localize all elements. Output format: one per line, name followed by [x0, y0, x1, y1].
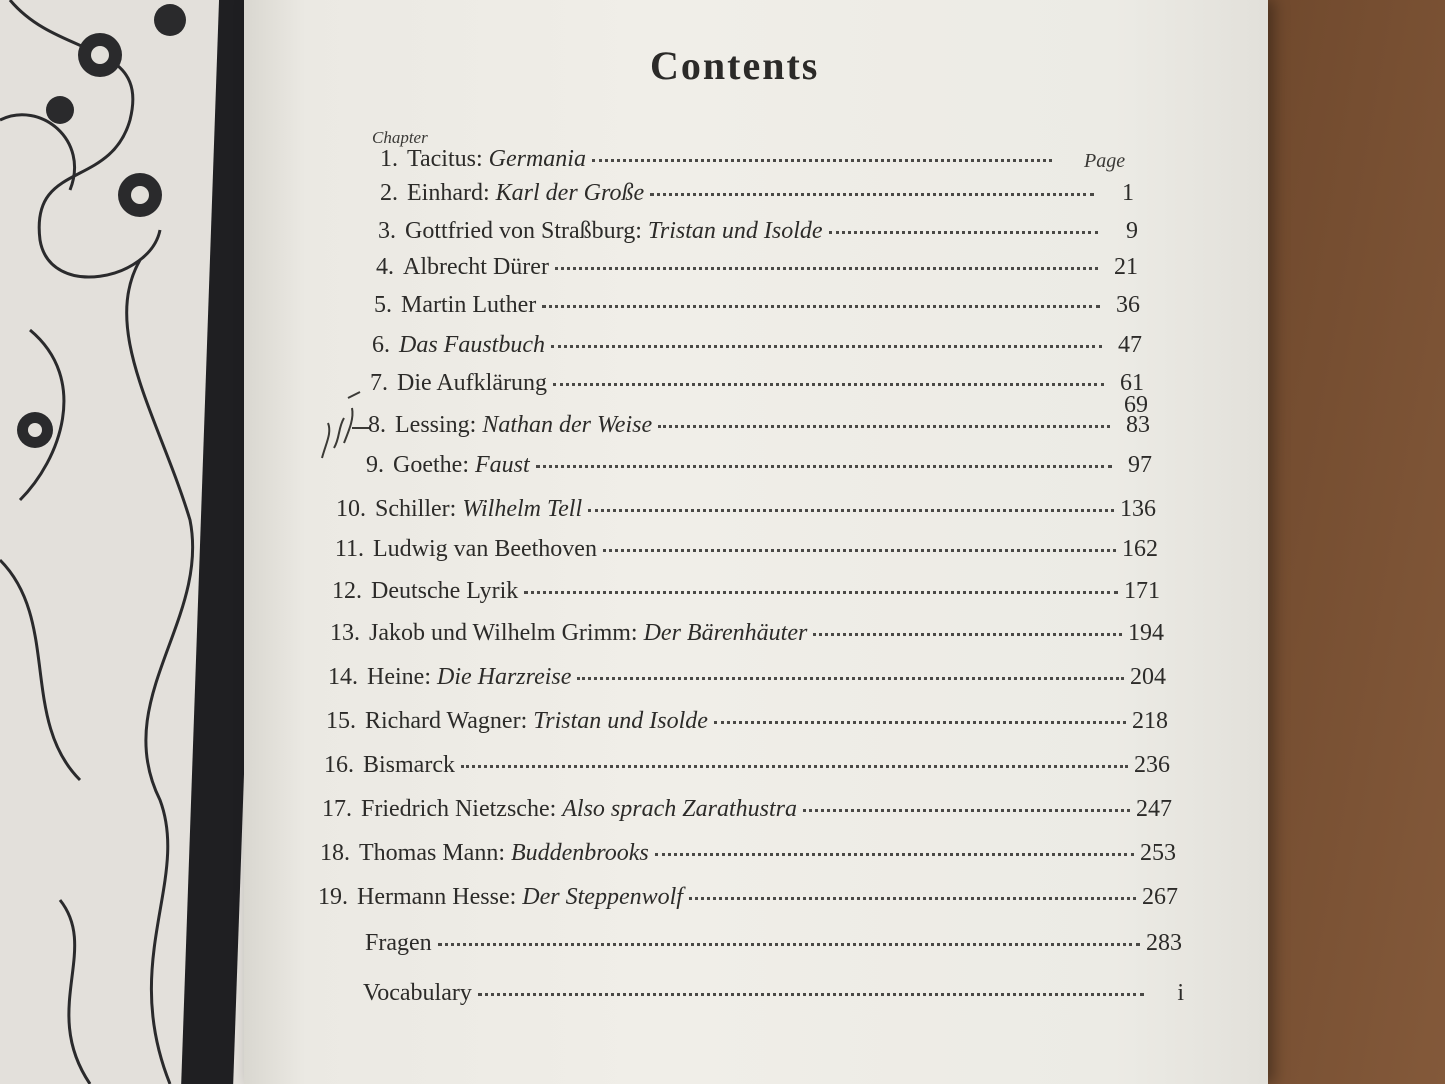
dot-leader: [553, 381, 1104, 386]
page-number: i: [1177, 980, 1184, 1006]
dot-leader: [829, 229, 1098, 234]
dot-leader: [714, 719, 1126, 724]
chapter-number: 2.: [380, 180, 398, 206]
dot-leader: [588, 507, 1114, 512]
page-number: 283: [1146, 930, 1182, 956]
entry-author: Tacitus: [407, 146, 476, 172]
toc-entry: 18. Thomas Mann: Buddenbrooks 253: [314, 840, 1176, 874]
dot-leader: [461, 763, 1128, 768]
entry-author: Hermann Hesse: [357, 884, 510, 910]
page-number: 136: [1120, 496, 1156, 522]
page-number: 97: [1128, 452, 1152, 478]
dot-leader: [803, 807, 1130, 812]
dot-leader: [551, 343, 1102, 348]
toc-entry: 19. Hermann Hesse: Der Steppenwolf 267: [312, 884, 1178, 918]
dot-leader: [592, 157, 1052, 162]
page-number: 267: [1142, 884, 1178, 910]
entry-author: Jakob und Wilhelm Grimm: [369, 620, 631, 646]
entry-author: Fragen: [365, 930, 432, 956]
chapter-number: 5.: [374, 292, 392, 318]
toc-entry: 13. Jakob und Wilhelm Grimm: Der Bärenhäuter 194: [324, 620, 1164, 654]
chapter-number: 17.: [322, 796, 352, 822]
entry-author: Friedrich Nietzsche: [361, 796, 550, 822]
chapter-number: 14.: [328, 664, 358, 690]
entry-work: Faust: [474, 452, 530, 478]
entry-author: Deutsche Lyrik: [371, 578, 519, 604]
dot-leader: [658, 423, 1110, 428]
dot-leader: [577, 675, 1124, 680]
page-number: 204: [1130, 664, 1166, 690]
entry-author: Die Aufklärung: [397, 370, 547, 396]
chapter-number: 12.: [332, 578, 362, 604]
page-number: 247: [1136, 796, 1172, 822]
toc-entry: [354, 332, 1142, 366]
toc-entry: [328, 536, 1158, 570]
entry-work: Germania: [488, 146, 586, 172]
entry-author: Bismarck: [363, 752, 455, 778]
dot-leader: [478, 991, 1144, 996]
dot-leader: [536, 463, 1112, 468]
page-number: 47: [1118, 332, 1142, 358]
chapter-number: 10.: [336, 496, 366, 522]
entry-author: Goethe: [393, 452, 463, 478]
toc-entry: 10. Schiller: Wilhelm Tell 136: [330, 496, 1156, 530]
entry-author: Vocabulary: [363, 980, 472, 1006]
page-number: 162: [1122, 536, 1158, 562]
dot-leader: [542, 303, 1100, 308]
toc-entry: 14. Heine: Die Harzreise 204: [322, 664, 1166, 698]
dot-leader: [650, 191, 1094, 196]
entry-work: Die Harzreise: [436, 664, 572, 690]
chapter-number: 11.: [334, 536, 364, 562]
entry-author: Albrecht Dürer: [403, 254, 549, 280]
dot-leader: [813, 631, 1122, 636]
page-number: 171: [1124, 578, 1160, 604]
entry-author: Thomas Mann: [359, 840, 499, 866]
toc-entry: 9. Goethe: Faust 97: [348, 452, 1152, 486]
entry-author: Richard Wagner: [365, 708, 521, 734]
chapter-number: 6.: [372, 332, 390, 358]
entry-work: Das Faustbuch: [399, 332, 545, 358]
page-number: 194: [1128, 620, 1164, 646]
entry-author: Martin Luther: [401, 292, 537, 318]
dot-leader: [524, 589, 1118, 594]
toc-entry: 1. Tacitus: Germania: [362, 146, 1092, 180]
dot-leader: [689, 895, 1136, 900]
chapter-number: 4.: [376, 254, 394, 280]
chapter-number: 8.: [368, 412, 386, 438]
page-number: 1: [1122, 180, 1134, 206]
entry-author: Schiller: [375, 496, 450, 522]
dot-leader: [438, 941, 1140, 946]
page-number: 69: [1124, 392, 1148, 418]
entry-author: Ludwig van Beethoven: [373, 536, 597, 562]
toc-entry: [326, 578, 1160, 612]
toc-entry: [358, 254, 1138, 288]
toc-entry: [356, 292, 1140, 326]
toc-entry: [320, 930, 1182, 964]
entry-work: Nathan der Weise: [482, 412, 653, 438]
toc-entry: 3. Gottfried von Straßburg: Tristan und Isolde 9: [360, 218, 1138, 252]
entry-work: Karl der Große: [495, 180, 645, 206]
chapter-number: 19.: [318, 884, 348, 910]
chapter-number: 1.: [380, 146, 398, 172]
page-number: 83: [1126, 412, 1150, 438]
page-number: 253: [1140, 840, 1176, 866]
entry-work: Buddenbrooks: [510, 840, 649, 866]
book-cover-illustration: [0, 0, 262, 1084]
page-number: 21: [1114, 254, 1138, 280]
entry-work: Wilhelm Tell: [462, 496, 583, 522]
chapter-number: 9.: [366, 452, 384, 478]
entry-work: Der Steppenwolf: [522, 884, 683, 910]
page-number: 218: [1132, 708, 1168, 734]
toc-entry: 15. Richard Wagner: Tristan und Isolde 218: [320, 708, 1168, 742]
toc-entry: 8. Lessing: Nathan der Weise 83: [350, 412, 1150, 446]
entry-author: Gottfried von Straßburg: [405, 218, 636, 244]
entry-work: Tristan und Isolde: [647, 218, 823, 244]
dot-leader: [655, 851, 1134, 856]
entry-author: Einhard: [407, 180, 483, 206]
chapter-number: 16.: [324, 752, 354, 778]
toc-entry: [318, 752, 1170, 786]
chapter-number: 13.: [330, 620, 360, 646]
page-number: 36: [1116, 292, 1140, 318]
entry-author: Lessing: [395, 412, 470, 438]
chapter-column-header: Chapter: [372, 128, 428, 147]
page-number: 9: [1126, 218, 1138, 244]
entry-work: Der Bärenhäuter: [643, 620, 808, 646]
dot-leader: [555, 265, 1098, 270]
page-column-header: Page: [1084, 150, 1126, 172]
chapter-number: 3.: [378, 218, 396, 244]
entry-work: Tristan und Isolde: [533, 708, 708, 734]
chapter-number: 15.: [326, 708, 356, 734]
chapter-number: 7.: [370, 370, 388, 396]
chapter-number: 18.: [320, 840, 350, 866]
entry-work: Also sprach Zarathustra: [562, 796, 797, 822]
page-number: 236: [1134, 752, 1170, 778]
toc-entry: [318, 980, 1184, 1014]
toc-entry: 2. Einhard: Karl der Große 1: [362, 180, 1134, 214]
entry-author: Heine: [367, 664, 425, 690]
dot-leader: [603, 547, 1116, 552]
toc-entry: 17. Friedrich Nietzsche: Also sprach Zarathustra 247: [316, 796, 1172, 830]
page-number: 61: [1120, 370, 1144, 396]
page-title: Contents: [650, 43, 820, 88]
